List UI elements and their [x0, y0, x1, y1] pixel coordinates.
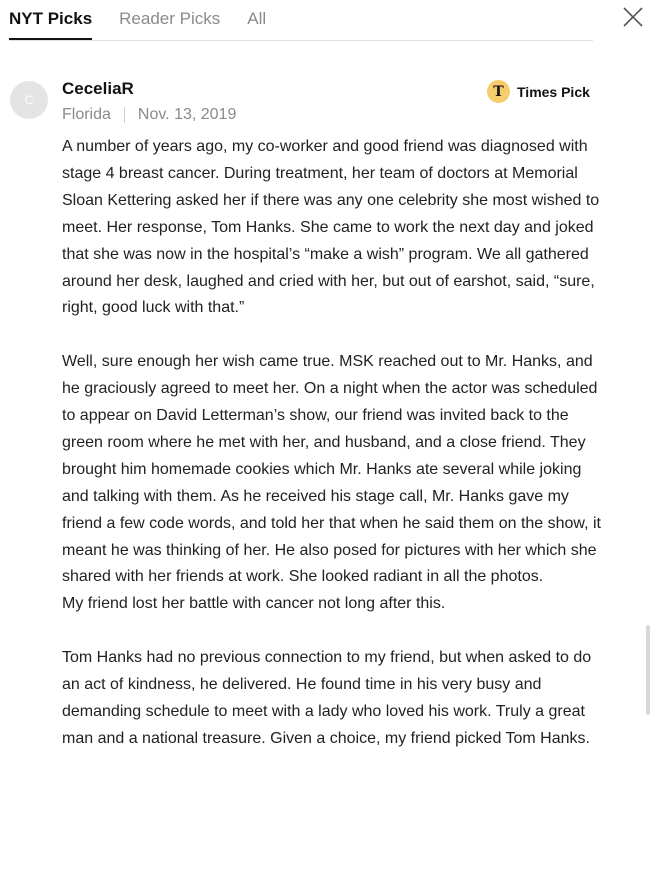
comment-body: [62, 134, 602, 753]
times-pick-badge: [487, 80, 590, 103]
avatar: C: [10, 81, 48, 119]
comment-paragraph: My friend lost her battle with cancer not long after this.: [62, 595, 446, 613]
close-icon: [622, 6, 644, 28]
comment-paragraph: Tom Hanks had no previous connection to my friend, but when asked to do an act of kindness, he delivered. He found time in his very busy and demanding schedule to meet with a lady who loved his work. Truly a great man and a national treasure. Given a choice, my friend picked Tom Hanks.: [62, 649, 592, 747]
tabs-divider: [9, 40, 593, 41]
comment-author[interactable]: CeceliaR: [62, 79, 134, 98]
times-pick-label: Times Pick: [517, 83, 590, 100]
tab-reader-picks[interactable]: Reader Picks: [119, 9, 221, 28]
comment-location: Florida: [62, 106, 111, 123]
comment-paragraph: Well, sure enough her wish came true. MSK reached out to Mr. Hanks, and he graciously agreed to meet her. On a night when the actor was scheduled to appear on David Letterman’s show, our friend was invited back to the green room where he met with her, and husband, and a close friend. They brought him homemade cookies which Mr. Hanks ate several while joking and talking with them. As he received his stage call, Mr. Hanks gave my friend a few code words, and told her that when he said them on the show, it meant he was thinking of her. He also posed for pictures with her which she shared with her friends at work. She looked radiant in all the photos.: [62, 353, 601, 586]
comment-paragraph: A number of years ago, my co-worker and good friend was diagnosed with stage 4 breast cancer. During treatment, her team of doctors at Memorial Sloan Kettering asked her if there was any one celebrity she most wished to meet. Her response, Tom Hanks. She came to work the next day and joked that she was now in the hospital’s “make a wish” program. We all gathered around her desk, laughed and cried with her, but out of earshot, said, “sure, right, good luck with that.”: [62, 138, 600, 317]
meta-divider: [124, 107, 125, 123]
tab-all[interactable]: All: [247, 9, 267, 28]
comment-date: Nov. 13, 2019: [137, 106, 237, 123]
comment-tabs: [9, 0, 293, 40]
comment-meta: [62, 105, 236, 125]
nyt-t-logo-icon: T: [487, 80, 510, 103]
close-button[interactable]: [622, 6, 644, 28]
scrollbar-thumb[interactable]: [646, 625, 650, 715]
tab-nyt-picks[interactable]: NYT Picks: [9, 0, 92, 40]
